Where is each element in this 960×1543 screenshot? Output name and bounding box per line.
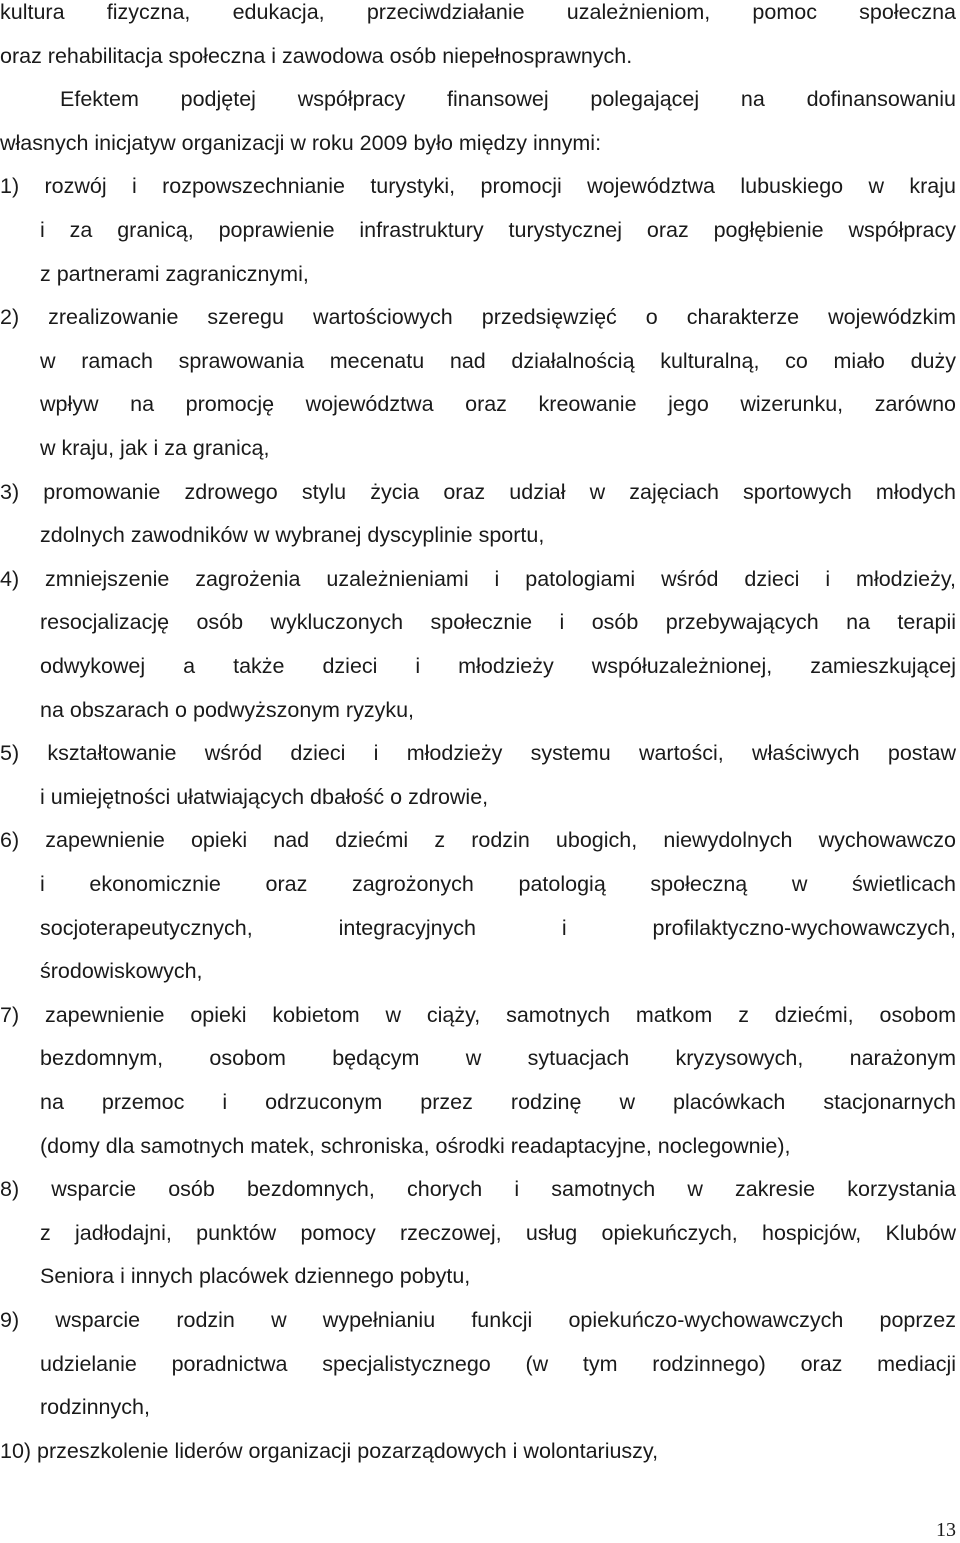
text-line: środowiskowych, — [40, 959, 203, 984]
text-line: oraz rehabilitacja społeczna i zawodowa osób niepełnosprawnych. — [0, 43, 633, 68]
text-line: w kraju, jak i za granicą, — [40, 436, 270, 460]
text-line: 8) wsparcie osób bezdomnych, chorych i samotnych w zakresie korzystania — [0, 1177, 956, 1202]
text-line: 7) zapewnienie opieki kobietom w ciąży, samotnych matkom z dziećmi, osobom — [0, 1002, 956, 1027]
text-line: z partnerami zagranicznymi, — [40, 261, 309, 286]
text-line: i za granicą, poprawienie infrastruktury turystycznej oraz pogłębienie współpracy — [40, 218, 956, 242]
text-line: rodzinnych, — [40, 1395, 150, 1420]
text-line: 4) zmniejszenie zagrożenia uzależnieniami i patologiami wśród dzieci i młodzieży, — [0, 566, 956, 591]
text-line: resocjalizację osób wykluczonych społecznie i osób przebywających na terapii — [40, 610, 956, 635]
text-line: na obszarach o podwyższonym ryzyku, — [40, 697, 415, 722]
text-line: bezdomnym, osobom będącym w sytuacjach kryzysowych, narażonym — [40, 1046, 956, 1071]
text-line: własnych inicjatyw organizacji w roku 2009 było między innymi: — [0, 130, 602, 155]
text-line: 2) zrealizowanie szeregu wartościowych przedsięwzięć o charakterze wojewódzkim — [0, 305, 956, 330]
text-line: (domy dla samotnych matek, schroniska, ośrodki readaptacyjne, noclegownie), — [40, 1133, 791, 1158]
text-line: zdolnych zawodników w wybranej dyscyplinie sportu, — [40, 523, 545, 548]
text-line: i umiejętności ułatwiających dbałość o zdrowie, — [40, 784, 489, 809]
text-line: odwykowej a także dzieci i młodzieży współuzależnionej, zamieszkującej — [40, 654, 956, 678]
text-line: 10) przeszkolenie liderów organizacji pozarządowych i wolontariuszy, — [0, 1438, 659, 1463]
text-line: 6) zapewnienie opieki nad dziećmi z rodzin ubogich, niewydolnych wychowawczo — [0, 828, 956, 853]
text-line: udzielanie poradnictwa specjalistycznego (w tym rodzinnego) oraz mediacji — [40, 1351, 956, 1376]
text-line: 5) kształtowanie wśród dzieci i młodzieży systemu wartości, właściwych postaw — [0, 741, 956, 766]
text-line: w ramach sprawowania mecenatu nad działalnością kulturalną, co miało duży — [40, 348, 956, 373]
text-line: Seniora i innych placówek dziennego pobytu, — [40, 1264, 471, 1289]
text-line: z jadłodajni, punktów pomocy rzeczowej, usług opiekuńczych, hospicjów, Klubów — [40, 1220, 956, 1245]
text-line: Efektem podjętej współpracy finansowej polegającej na dofinansowaniu — [60, 87, 956, 112]
page-number: 13 — [936, 1519, 956, 1541]
text-line: kultura fizyczna, edukacja, przeciwdziałanie uzależnieniom, pomoc społeczna — [0, 0, 956, 24]
text-line: i ekonomicznie oraz zagrożonych patologią społeczną w świetlicach — [40, 872, 956, 896]
text-line: 9) wsparcie rodzin w wypełnianiu funkcji opiekuńczo-wychowawczych poprzez — [0, 1308, 956, 1332]
text-line: 3) promowanie zdrowego stylu życia oraz udział w zajęciach sportowych młodych — [0, 479, 956, 504]
text-line: 1) rozwój i rozpowszechnianie turystyki, promocji województwa lubuskiego w kraju — [0, 174, 956, 199]
text-line: na przemoc i odrzuconym przez rodzinę w placówkach stacjonarnych — [40, 1090, 956, 1114]
text-line: socjoterapeutycznych, integracyjnych i profilaktyczno-wychowawczych, — [40, 915, 956, 940]
text-line: wpływ na promocję województwa oraz kreowanie jego wizerunku, zarówno — [40, 392, 956, 417]
